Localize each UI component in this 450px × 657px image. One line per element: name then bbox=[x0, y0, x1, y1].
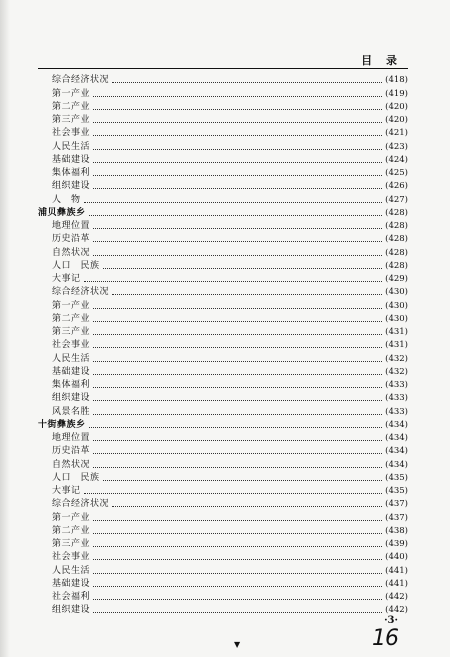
toc-entry bbox=[38, 537, 408, 550]
toc-entry-label: 地理位置 bbox=[52, 433, 91, 443]
toc-entry bbox=[38, 245, 408, 258]
toc-entry-label: 第一产业 bbox=[52, 88, 91, 99]
toc-entry-page: (440) bbox=[385, 552, 408, 563]
toc-dot-leader bbox=[93, 334, 382, 335]
toc-entry-label: 组织建设 bbox=[52, 393, 91, 404]
toc-entry-page: (420) bbox=[385, 115, 408, 125]
toc-entry-page: (427) bbox=[385, 194, 408, 205]
toc-entry-page: (439) bbox=[385, 539, 408, 549]
toc-entry-label: 人民生活 bbox=[52, 353, 91, 364]
toc-entry-label: 第二产业 bbox=[52, 313, 91, 324]
toc-entry-page: (421) bbox=[385, 128, 408, 139]
toc-entry bbox=[38, 126, 408, 139]
header-title: 目 录 bbox=[361, 54, 402, 67]
toc-entry-page: (428) bbox=[385, 260, 408, 271]
toc-entry-label: 第三产业 bbox=[52, 115, 91, 125]
toc-entry-page: (434) bbox=[385, 446, 408, 457]
toc-entry-page: (430) bbox=[385, 287, 408, 298]
toc-dot-leader bbox=[93, 109, 382, 110]
toc-dot-leader bbox=[93, 188, 382, 189]
toc-entry-page: (428) bbox=[385, 247, 408, 258]
toc-entry bbox=[38, 285, 408, 298]
toc-entry bbox=[38, 404, 408, 417]
toc-entry-page: (442) bbox=[385, 605, 408, 616]
toc-entry bbox=[38, 179, 408, 192]
toc-entry-label: 综合经济状况 bbox=[52, 75, 110, 86]
toc-entry-page: (429) bbox=[385, 274, 408, 284]
page-header bbox=[38, 52, 408, 68]
toc-dot-leader bbox=[93, 228, 382, 229]
toc-entry-page: (431) bbox=[385, 340, 408, 351]
toc-dot-leader bbox=[93, 599, 382, 600]
toc-entry-label: 人口 民族 bbox=[52, 260, 100, 271]
toc-entry bbox=[38, 338, 408, 351]
toc-entry-page: (441) bbox=[385, 578, 408, 589]
toc-dot-leader bbox=[89, 215, 383, 216]
toc-dot-leader bbox=[93, 467, 382, 468]
toc-entry bbox=[38, 603, 408, 616]
toc-entry-page: (425) bbox=[385, 168, 408, 178]
toc-entry-label: 基础建设 bbox=[52, 154, 91, 165]
toc-entry-label: 大事记 bbox=[52, 486, 81, 496]
down-arrow-mark-icon: ▼ bbox=[234, 640, 241, 649]
page-number: ·3· bbox=[384, 615, 398, 626]
toc-entry-page: (435) bbox=[385, 486, 408, 496]
toc-entry-label: 社会事业 bbox=[52, 128, 91, 139]
toc-entry-label: 基础建设 bbox=[52, 366, 91, 377]
toc-entry-page: (433) bbox=[385, 393, 408, 404]
toc-entry-label: 历史沿革 bbox=[52, 446, 91, 457]
toc-entry bbox=[38, 166, 408, 179]
toc-entry-label: 组织建设 bbox=[52, 181, 91, 192]
toc-entry-label: 综合经济状况 bbox=[52, 287, 110, 298]
toc-entry-label: 第三产业 bbox=[52, 539, 91, 549]
toc-entry-label: 集体福利 bbox=[52, 168, 91, 178]
table-of-contents bbox=[38, 73, 408, 616]
toc-entry-page: (428) bbox=[385, 221, 408, 231]
toc-entry-page: (433) bbox=[385, 380, 408, 390]
toc-dot-leader bbox=[84, 202, 383, 203]
toc-entry bbox=[38, 391, 408, 404]
toc-entry-page: (437) bbox=[385, 499, 408, 510]
toc-entry-page: (438) bbox=[385, 525, 408, 536]
toc-entry bbox=[38, 444, 408, 457]
toc-entry-page: (418) bbox=[385, 75, 408, 86]
toc-entry-page: (431) bbox=[385, 327, 408, 337]
toc-entry-label: 社会事业 bbox=[52, 552, 91, 563]
toc-entry-page: (420) bbox=[385, 101, 408, 112]
toc-dot-leader bbox=[93, 559, 382, 560]
toc-entry-label: 社会事业 bbox=[52, 340, 91, 351]
toc-dot-leader bbox=[93, 546, 382, 547]
toc-dot-leader bbox=[93, 400, 382, 401]
toc-entry-label: 地理位置 bbox=[52, 221, 91, 231]
toc-dot-leader bbox=[93, 122, 382, 123]
toc-entry bbox=[38, 325, 408, 338]
toc-entry bbox=[38, 524, 408, 537]
toc-entry bbox=[38, 431, 408, 444]
toc-dot-leader bbox=[93, 414, 382, 415]
toc-dot-leader bbox=[112, 82, 382, 83]
toc-entry-label: 第二产业 bbox=[52, 525, 91, 536]
toc-entry-label: 大事记 bbox=[52, 274, 81, 284]
toc-entry bbox=[38, 312, 408, 325]
toc-dot-leader bbox=[93, 612, 382, 613]
toc-entry-page: (424) bbox=[385, 154, 408, 165]
toc-entry-label: 自然状况 bbox=[52, 459, 91, 470]
toc-dot-leader bbox=[93, 374, 382, 375]
toc-entry-label: 人民生活 bbox=[52, 141, 91, 152]
toc-entry-page: (441) bbox=[385, 565, 408, 576]
toc-dot-leader bbox=[93, 573, 382, 574]
toc-entry-label: 社会福利 bbox=[52, 592, 91, 602]
toc-entry bbox=[38, 298, 408, 311]
toc-dot-leader bbox=[93, 308, 382, 309]
toc-entry bbox=[38, 86, 408, 99]
toc-entry-page: (442) bbox=[385, 592, 408, 602]
toc-entry bbox=[38, 113, 408, 126]
toc-dot-leader bbox=[84, 281, 383, 282]
toc-dot-leader bbox=[84, 493, 383, 494]
toc-dot-leader bbox=[93, 453, 382, 454]
toc-entry-label: 自然状况 bbox=[52, 247, 91, 258]
handwritten-note: 16 bbox=[372, 626, 398, 651]
toc-entry bbox=[38, 272, 408, 285]
toc-entry bbox=[38, 153, 408, 166]
toc-dot-leader bbox=[93, 440, 382, 441]
toc-entry-page: (434) bbox=[385, 459, 408, 470]
toc-dot-leader bbox=[93, 175, 382, 176]
toc-dot-leader bbox=[93, 135, 382, 136]
toc-entry bbox=[38, 590, 408, 603]
toc-dot-leader bbox=[93, 387, 382, 388]
toc-entry-label: 风景名胜 bbox=[52, 406, 91, 417]
toc-entry bbox=[38, 365, 408, 378]
toc-dot-leader bbox=[93, 520, 382, 521]
toc-entry-page: (434) bbox=[385, 433, 408, 443]
toc-entry-label: 人民生活 bbox=[52, 565, 91, 576]
toc-entry bbox=[38, 219, 408, 232]
toc-entry-page: (428) bbox=[385, 234, 408, 245]
toc-entry-page: (435) bbox=[385, 472, 408, 483]
scan-edge-shadow bbox=[0, 0, 10, 657]
toc-entry-label: 第三产业 bbox=[52, 327, 91, 337]
toc-entry-label: 基础建设 bbox=[52, 578, 91, 589]
toc-entry-page: (432) bbox=[385, 353, 408, 364]
toc-dot-leader bbox=[112, 294, 382, 295]
toc-dot-leader bbox=[112, 506, 382, 507]
toc-entry-page: (423) bbox=[385, 141, 408, 152]
toc-entry-label: 组织建设 bbox=[52, 605, 91, 616]
toc-dot-leader bbox=[93, 149, 382, 150]
toc-dot-leader bbox=[93, 347, 382, 348]
toc-dot-leader bbox=[103, 480, 383, 481]
toc-entry-label: 第一产业 bbox=[52, 300, 91, 311]
toc-dot-leader bbox=[93, 586, 382, 587]
toc-dot-leader bbox=[93, 361, 382, 362]
toc-entry bbox=[38, 378, 408, 391]
toc-dot-leader bbox=[89, 427, 383, 428]
toc-entry-page: (430) bbox=[385, 313, 408, 324]
toc-dot-leader bbox=[93, 533, 382, 534]
toc-entry-label: 第二产业 bbox=[52, 101, 91, 112]
toc-entry-page: (432) bbox=[385, 366, 408, 377]
toc-section-heading bbox=[38, 418, 408, 431]
toc-dot-leader bbox=[93, 162, 382, 163]
toc-dot-leader bbox=[93, 321, 382, 322]
toc-entry bbox=[38, 484, 408, 497]
toc-entry bbox=[38, 457, 408, 470]
toc-entry-label: 十街彝族乡 bbox=[38, 419, 86, 430]
toc-entry-label: 浦贝彝族乡 bbox=[38, 207, 86, 218]
toc-entry-page: (434) bbox=[385, 419, 408, 430]
toc-entry bbox=[38, 100, 408, 113]
toc-entry bbox=[38, 139, 408, 152]
toc-entry-label: 集体福利 bbox=[52, 380, 91, 390]
toc-entry bbox=[38, 73, 408, 86]
toc-entry-label: 人口 民族 bbox=[52, 472, 100, 483]
toc-entry bbox=[38, 510, 408, 523]
toc-entry-page: (428) bbox=[385, 207, 408, 218]
toc-entry bbox=[38, 471, 408, 484]
toc-dot-leader bbox=[93, 241, 382, 242]
toc-entry-page: (419) bbox=[385, 88, 408, 99]
toc-section-heading bbox=[38, 206, 408, 219]
toc-entry bbox=[38, 550, 408, 563]
toc-entry-page: (426) bbox=[385, 181, 408, 192]
toc-entry bbox=[38, 351, 408, 364]
toc-entry-label: 历史沿革 bbox=[52, 234, 91, 245]
toc-entry-label: 综合经济状况 bbox=[52, 499, 110, 510]
toc-entry-label: 第一产业 bbox=[52, 512, 91, 523]
toc-entry bbox=[38, 577, 408, 590]
toc-entry bbox=[38, 259, 408, 272]
header-rule bbox=[38, 68, 408, 69]
toc-dot-leader bbox=[93, 96, 382, 97]
toc-entry bbox=[38, 497, 408, 510]
toc-entry-page: (437) bbox=[385, 512, 408, 523]
toc-entry bbox=[38, 563, 408, 576]
toc-entry-page: (430) bbox=[385, 300, 408, 311]
toc-entry bbox=[38, 192, 408, 205]
toc-entry-page: (433) bbox=[385, 406, 408, 417]
toc-entry bbox=[38, 232, 408, 245]
toc-entry-label: 人 物 bbox=[52, 194, 81, 205]
toc-dot-leader bbox=[93, 255, 382, 256]
toc-dot-leader bbox=[103, 268, 383, 269]
